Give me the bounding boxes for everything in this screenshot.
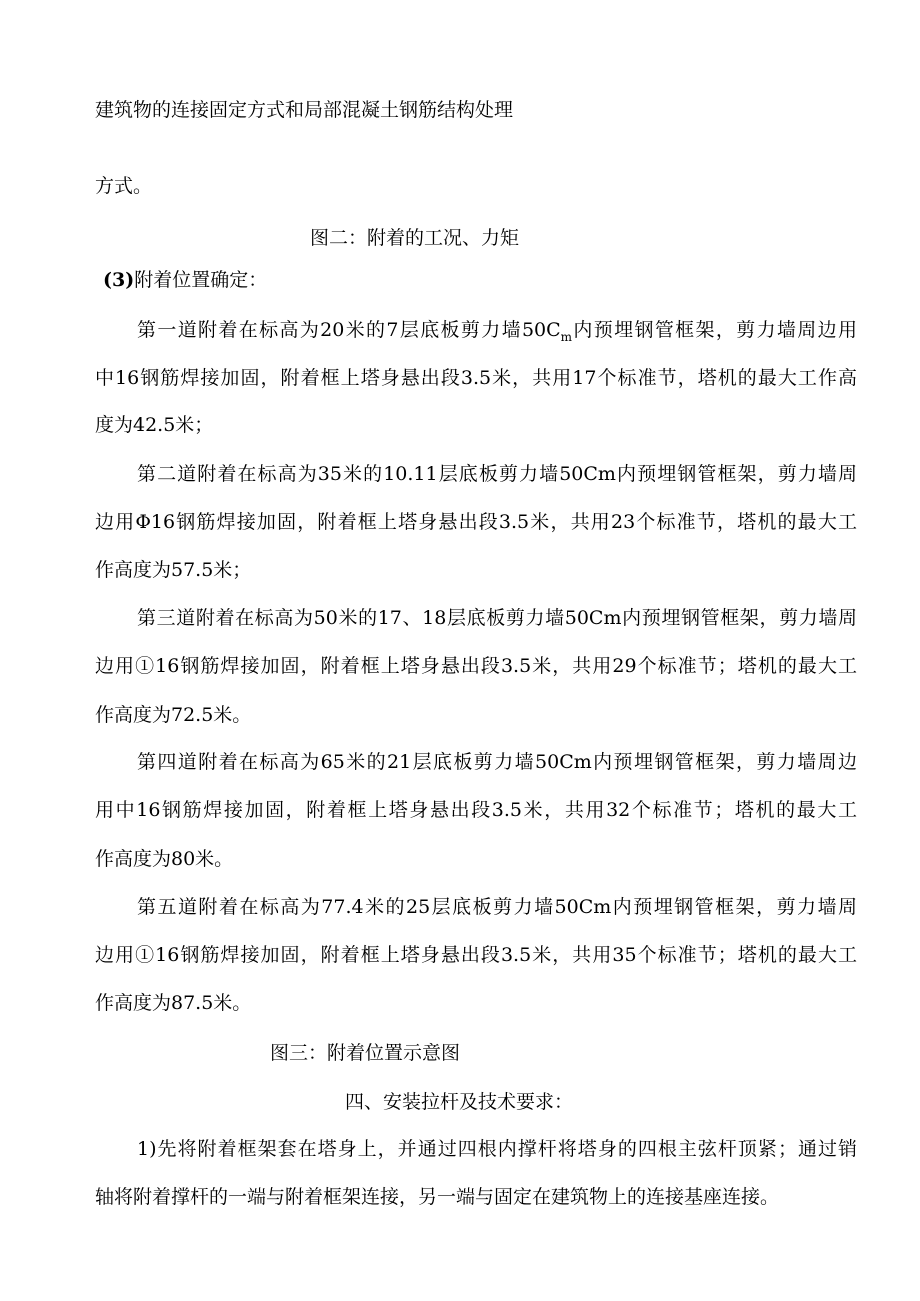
para-1-line-2: 中16钢筋焊接加固，附着框上塔身悬出段3.5米，共用17个标准节，塔机的最大工作高	[95, 367, 857, 389]
figure-3-caption: 图三：附着位置示意图	[270, 1042, 461, 1064]
intro-line-1: 建筑物的连接固定方式和局部混凝土钢筋结构处理	[95, 99, 514, 121]
section-3-heading	[103, 268, 857, 292]
para-1-line-3: 度为42.5米；	[95, 414, 214, 436]
section-4-para-1-line-1: 1)先将附着框架套在塔身上，并通过四根内撑杆将塔身的四根主弦杆顶紧；通过销	[137, 1138, 857, 1160]
para-1-subscript: m	[560, 329, 573, 344]
para-4-line-1: 第四道附着在标高为65米的21层底板剪力墙50Cm内预埋钢管框架，剪力墙周边	[137, 751, 857, 773]
section-4-para-1-line-2: 轴将附着撑杆的一端与附着框架连接，另一端与固定在建筑物上的连接基座连接。	[95, 1186, 780, 1208]
para-1-text-b: 内预埋钢管框架，剪力墙周边用	[572, 319, 857, 341]
section-4-heading: 四、安装拉杆及技术要求：	[345, 1091, 574, 1113]
para-2-line-1: 第二道附着在标高为35米的10.11层底板剪力墙50Cm内预埋钢管框架，剪力墙周	[137, 463, 857, 485]
para-5-line-3: 作高度为87.5米。	[95, 992, 252, 1014]
para-5-line-1: 第五道附着在标高为77.4米的25层底板剪力墙50Cm内预埋钢管框架，剪力墙周	[137, 896, 857, 918]
figure-2-caption: 图二：附着的工况、力矩	[310, 227, 520, 249]
para-3-line-2: 边用①16钢筋焊接加固，附着框上塔身悬出段3.5米，共用29个标准节；塔机的最大工	[95, 655, 857, 677]
para-5-line-2: 边用①16钢筋焊接加固，附着框上塔身悬出段3.5米，共用35个标准节；塔机的最大工	[95, 944, 857, 966]
para-3-line-1: 第三道附着在标高为50米的17、18层底板剪力墙50Cm内预埋钢管框架，剪力墙周	[137, 607, 857, 629]
para-2-line-3: 作高度为57.5米；	[95, 559, 252, 581]
para-3-line-3: 作高度为72.5米。	[95, 704, 252, 726]
section-3-number: (3)	[103, 269, 135, 291]
section-3-title: 附着位置确定：	[134, 269, 268, 291]
para-1-text-a: 第一道附着在标高为20米的7层底板剪力墙50C	[137, 319, 561, 341]
intro-line-2: 方式。	[95, 175, 153, 197]
para-1-line-1	[137, 318, 857, 349]
para-4-line-2: 用中16钢筋焊接加固，附着框上塔身悬出段3.5米，共用32个标准节；塔机的最大工	[95, 799, 857, 821]
para-4-line-3: 作高度为80米。	[95, 848, 234, 870]
para-2-line-2: 边用Φ16钢筋焊接加固，附着框上塔身悬出段3.5米，共用23个标准节，塔机的最大工	[95, 511, 857, 533]
